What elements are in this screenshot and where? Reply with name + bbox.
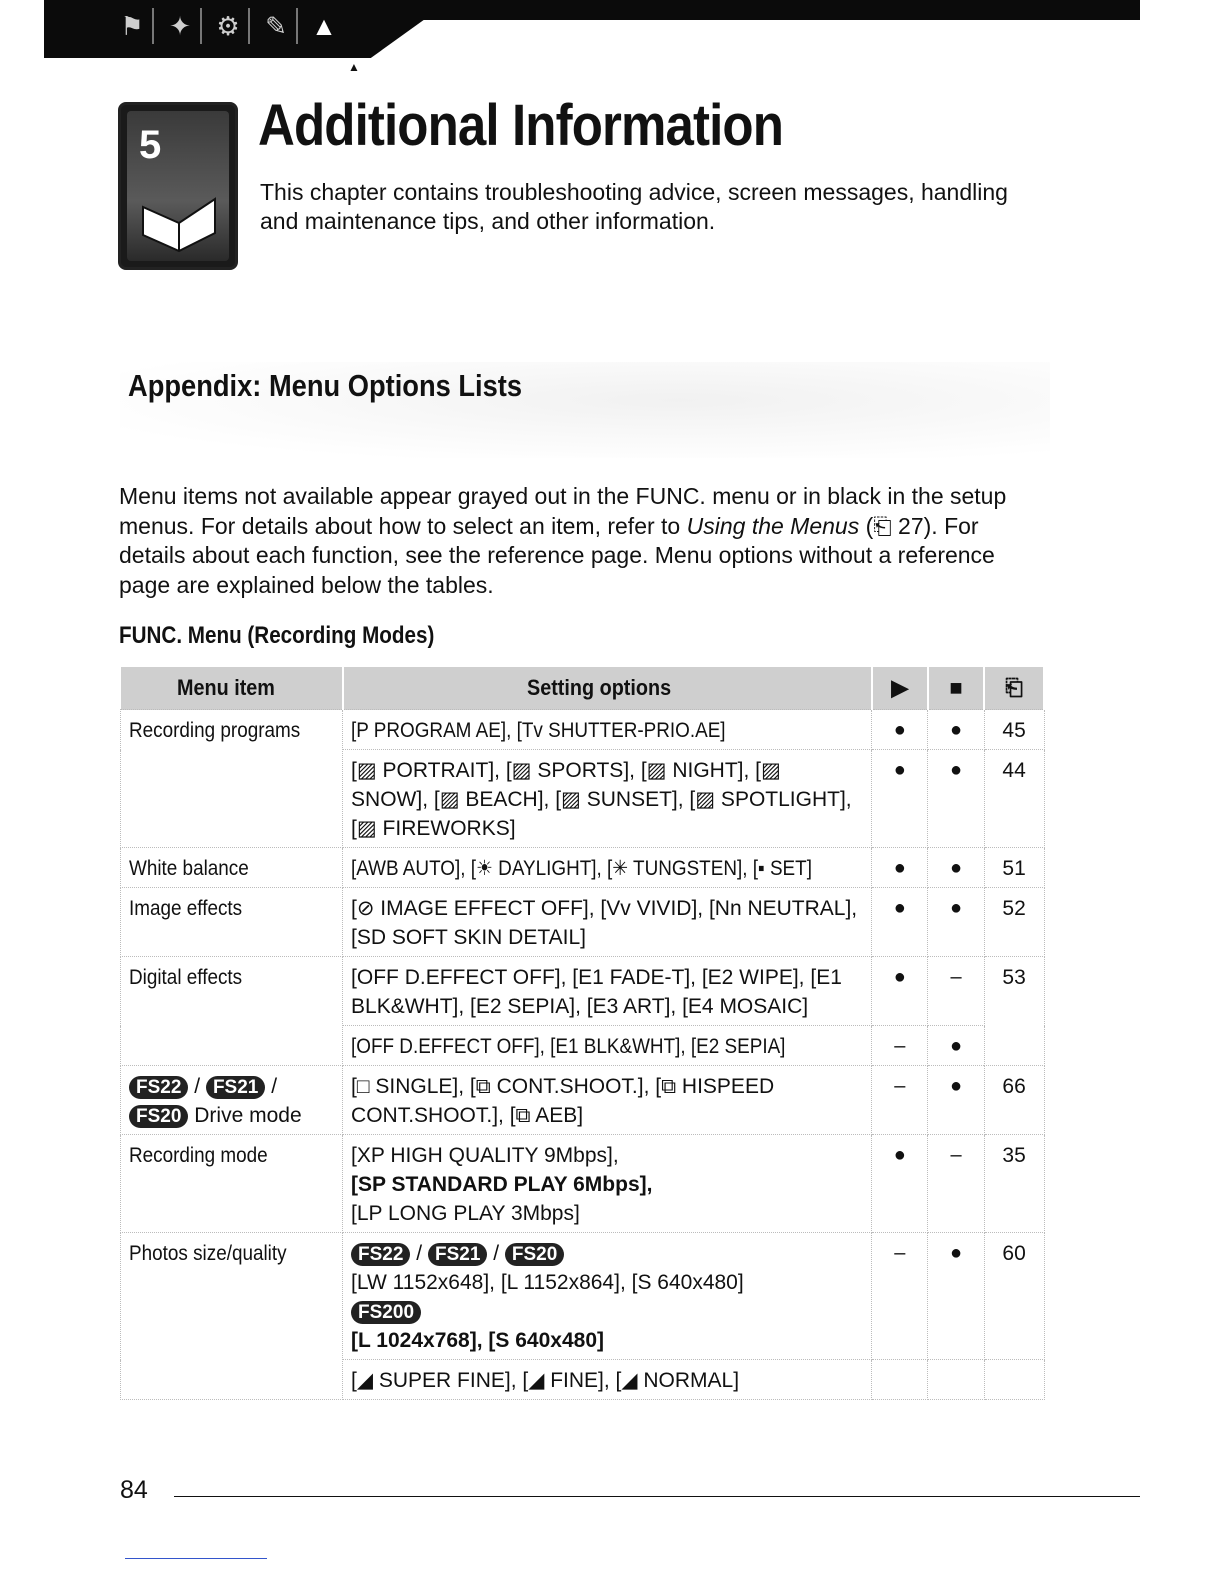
table-row: [121, 1233, 1045, 1360]
reference-page-icon: ⎗: [984, 667, 1044, 710]
appendix-heading: Appendix: Menu Options Lists: [128, 368, 523, 403]
para-text: (⎗ 27). For details about each function, see the reference page. Menu options without a reference page are explained below the tables.: [119, 512, 995, 598]
setting-line: [L 1024x768], [S 640x480]: [351, 1329, 604, 1352]
table-row: [121, 848, 1045, 888]
setting-cell: [P PROGRAM AE], [Tv SHUTTER-PRIO.AE]: [343, 710, 872, 750]
table-heading: FUNC. Menu (Recording Modes): [119, 622, 435, 649]
star-icon[interactable]: ✦: [160, 8, 202, 44]
reference-page: 35: [984, 1135, 1044, 1233]
photo-availability: ●: [928, 710, 984, 750]
setting-cell: [343, 1135, 872, 1233]
reference-page: 45: [984, 710, 1044, 750]
photo-availability: ●: [928, 1233, 984, 1360]
movie-availability: ●: [872, 957, 928, 1026]
menu-item-label: Drive mode: [194, 1104, 302, 1127]
reference-page: 60: [984, 1233, 1044, 1360]
setting-cell: FS22 / FS21 / FS20 [LW 1152x648], [L 1152x864], [S 640x480] FS200 [L 1024x768], [S 640x480]: [343, 1233, 872, 1360]
chapter-number: 5: [139, 123, 162, 167]
setting-cell: [▨ PORTRAIT], [▨ SPORTS], [▨ NIGHT], [▨ SNOW], [▨ BEACH], [▨ SUNSET], [▨ SPOTLIGHT], [▨ FIREWORKS]: [343, 750, 872, 848]
menu-item-cell: Photos size/quality: [121, 1233, 343, 1400]
photo-availability: ●: [928, 1066, 984, 1135]
model-badge: FS20: [129, 1105, 188, 1128]
setting-line-default: [SP STANDARD PLAY 6Mbps],: [351, 1173, 653, 1196]
pencil-icon[interactable]: ✎: [256, 8, 298, 44]
movie-availability: ●: [872, 1135, 928, 1233]
setting-cell: [AWB AUTO], [☀ DAYLIGHT], [✳ TUNGSTEN], [▪ SET]: [343, 848, 872, 888]
reference-page: 53: [984, 957, 1044, 1066]
menu-options-table: [120, 667, 1045, 1400]
movie-availability: [872, 1360, 928, 1400]
menu-item-cell: White balance: [121, 848, 343, 888]
table-header-row: [121, 667, 1045, 710]
intro-paragraph: [119, 482, 1019, 600]
page-number: 84: [120, 1476, 148, 1504]
setting-cell: [OFF D.EFFECT OFF], [E1 BLK&WHT], [E2 SEPIA]: [343, 1026, 872, 1066]
table-row: [121, 1135, 1045, 1233]
movie-availability: –: [872, 1026, 928, 1066]
table-row: [121, 888, 1045, 957]
photo-availability: ●: [928, 848, 984, 888]
section-tabs: [112, 8, 344, 44]
movie-availability: ●: [872, 848, 928, 888]
reference-page: 44: [984, 750, 1044, 848]
col-setting-options: Setting options: [343, 667, 872, 710]
photo-availability: [928, 1360, 984, 1400]
setting-cell: [□ SINGLE], [⧉ CONT.SHOOT.], [⧉ HISPEED CONT.SHOOT.], [⧉ AEB]: [343, 1066, 872, 1135]
setting-line: [LW 1152x648], [L 1152x864], [S 640x480]: [351, 1271, 744, 1294]
menu-item-cell: Recording programs: [121, 710, 343, 848]
active-tab-marker-icon: ▲: [348, 60, 360, 74]
photo-availability: ●: [928, 888, 984, 957]
open-book-icon: [139, 189, 219, 253]
menu-item-cell: Image effects: [121, 888, 343, 957]
table-row: [121, 1066, 1045, 1135]
para-text: Menu items not available appear grayed out in the FUNC. menu or in black in the setup menus. For details about how to select an item, refer to: [119, 483, 1007, 539]
movie-availability: –: [872, 1066, 928, 1135]
col-menu-item: Menu item: [121, 667, 343, 710]
setting-cell: [OFF D.EFFECT OFF], [E1 FADE-T], [E2 WIPE], [E1 BLK&WHT], [E2 SEPIA], [E3 ART], [E4 MOSAIC]: [343, 957, 872, 1026]
footer-rule: [174, 1496, 1140, 1497]
setting-line: [LP LONG PLAY 3Mbps]: [351, 1202, 580, 1225]
movie-availability: ●: [872, 888, 928, 957]
reference-page: 66: [984, 1066, 1044, 1135]
setting-cell: [⊘ IMAGE EFFECT OFF], [Vv VIVID], [Nn NEUTRAL], [SD SOFT SKIN DETAIL]: [343, 888, 872, 957]
book-icon[interactable]: ▲: [311, 10, 337, 41]
chapter-title: Additional Information: [258, 93, 784, 158]
photo-availability: –: [928, 1135, 984, 1233]
model-badge: FS200: [351, 1301, 421, 1324]
movie-availability: ●: [872, 750, 928, 848]
table-row: [121, 710, 1045, 750]
movie-availability: –: [872, 1233, 928, 1360]
reference-page: [984, 1360, 1044, 1400]
photo-mode-icon: ■: [928, 667, 984, 710]
model-badge: FS20: [505, 1243, 564, 1266]
setting-cell: [◢ SUPER FINE], [◢ FINE], [◢ NORMAL]: [343, 1360, 872, 1400]
model-badge: FS22: [129, 1076, 188, 1099]
chapter-badge: [118, 102, 238, 270]
model-badge: FS21: [206, 1076, 265, 1099]
setting-line: [XP HIGH QUALITY 9Mbps],: [351, 1144, 619, 1167]
menu-item-cell: Digital effects: [121, 957, 343, 1066]
model-badge: FS21: [428, 1243, 487, 1266]
menu-item-cell: Recording mode: [121, 1135, 343, 1233]
model-badge: FS22: [351, 1243, 410, 1266]
movie-availability: ●: [872, 710, 928, 750]
footer-link-underline: [125, 1558, 267, 1559]
photo-availability: –: [928, 957, 984, 1026]
camera-mode-icon[interactable]: ⚑: [112, 8, 154, 44]
reference-page: 51: [984, 848, 1044, 888]
settings-icon[interactable]: ⚙: [208, 8, 250, 44]
movie-mode-icon: ▶: [872, 667, 928, 710]
photo-availability: ●: [928, 1026, 984, 1066]
table-row: [121, 957, 1045, 1026]
photo-availability: ●: [928, 750, 984, 848]
menu-item-cell: FS22 / FS21 / FS20 Drive mode: [121, 1066, 343, 1135]
menus-reference-link[interactable]: Using the Menus: [686, 512, 860, 539]
chapter-intro: This chapter contains troubleshooting advice, screen messages, handling and maintenance tips, and other information.: [260, 179, 1008, 234]
reference-page: 52: [984, 888, 1044, 957]
